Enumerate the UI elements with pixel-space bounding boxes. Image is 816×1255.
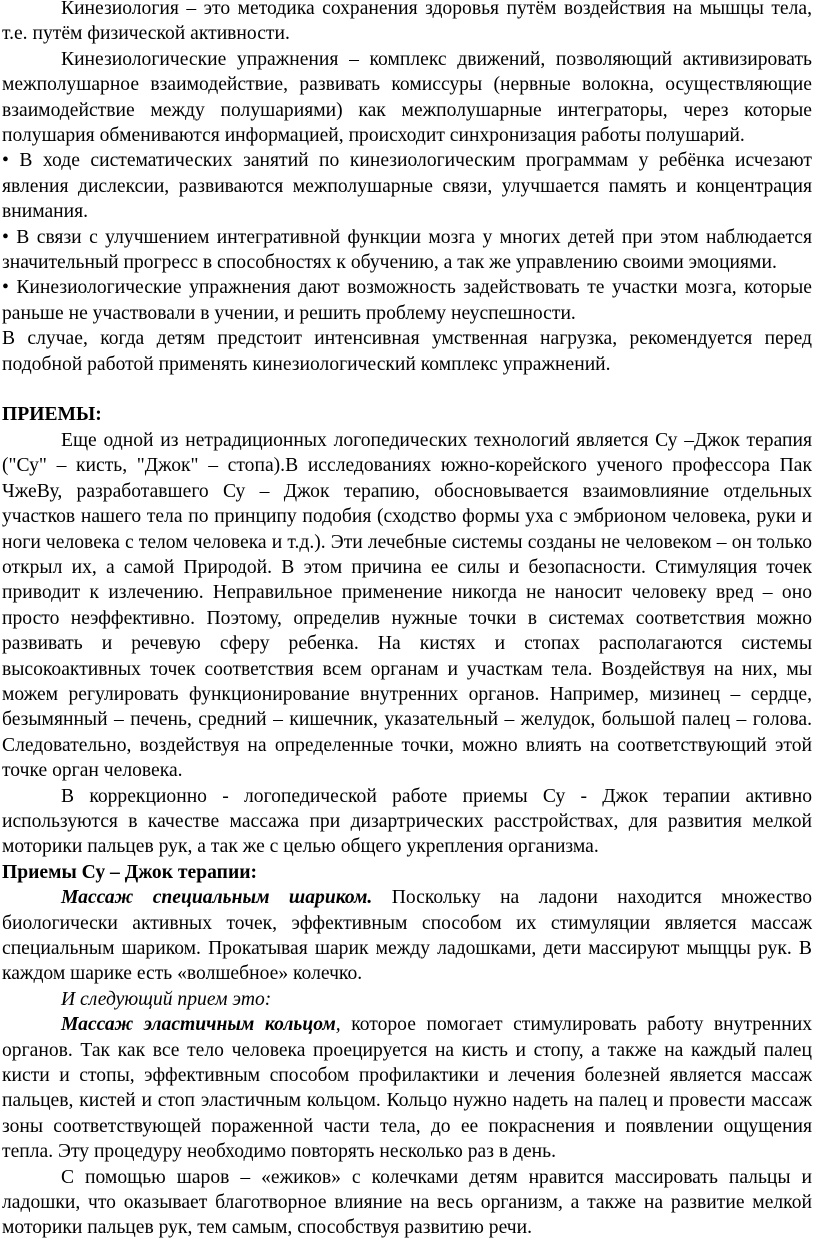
- bullet-item-1: • В ходе систематических занятий по кинезиологическим программам у ребёнка исчезают явления дислексии, развиваются межполушарные связи, улучшается память и концентрация внимания.: [2, 150, 812, 223]
- massage-ball-paragraph: [2, 885, 812, 987]
- massage-ring-title: Массаж эластичным кольцом: [61, 1014, 336, 1036]
- bullet-item-3: • Кинезиологические упражнения дают возможность задействовать те участки мозга, которые раньше не участвовали в учении, и решить проблему неуспешности.: [2, 277, 812, 324]
- intro-paragraph-2: Кинезиологические упражнения – комплекс движений, позволяющий активизировать межполушарное взаимодействие, развивать комиссуры (нервные волокна, осуществляющие взаимодействие между полушариями) как межполушарные интеграторы, через которые полушария обмениваются информацией, происходит синхронизация работы полушарий.: [2, 48, 812, 147]
- techniques-heading: Приемы Су – Джок терапии:: [2, 861, 258, 883]
- massage-ball-title: Массаж специальным шариком.: [61, 887, 373, 909]
- section-heading-priemy: ПРИЕМЫ:: [2, 404, 102, 426]
- next-technique-line: И следующий прием это:: [61, 988, 272, 1010]
- su-jok-paragraph-1: Еще одной из нетрадиционных логопедических технологий является Су –Джок терапия ("Су" – кисть, "Джок" – стопа).В исследованиях южно-корейского ученого профессора Пак ЧжеВу, разработавшего Су – Джок терапию, обосновывается взаимовлияние отдельных участков нашего тела по принципу подобия (сходство формы уха с эмбрионом человека, руки и ноги человека с телом человека и т.д.). Эти лечебные системы созданы не человеком – он только открыл их, а самой Природой. В этом причина ее силы и безопасности. Стимуляция точек приводит к излечению. Неправильное применение никогда не наносит человеку вред – оно просто неэффективно. Поэтому, определив нужные точки в системах соответствия можно развивать и речевую сферу ребенка. На кистях и стопах располагаются системы высокоактивных точек соответствия всем органам и участкам тела. Воздействуя на них, мы можем регулировать функционирование внутренних органов. Например, мизинец – сердце, безымянный – печень, средний – кишечник, указательный – желудок, большой палец – голова. Следовательно, воздействуя на определенные точки, можно влиять на соответствующий этой точке орган человека.: [2, 429, 812, 782]
- bullet-item-2: • В связи с улучшением интегративной функции мозга у многих детей при этом наблюдается значительный прогресс в способностях к обучению, а так же управлению своими эмоциями.: [2, 226, 812, 274]
- hedgehog-paragraph: С помощью шаров – «ежиков» с колечками детям нравится массировать пальцы и ладошки, что оказывает благотворное влияние на весь организм, а также на развитие мелкой моторики пальцев рук, тем самым, способствуя развитию речи.: [2, 1166, 812, 1239]
- recommendation-paragraph: В случае, когда детям предстоит интенсивная умственная нагрузка, рекомендуется перед подобной работой применять кинезиологический комплекс упражнений.: [2, 328, 812, 375]
- blank-line: [2, 377, 812, 402]
- massage-ring-paragraph: [2, 1012, 812, 1164]
- massage-ball-text: Поскольку на ладони находится множество биологически активных точек, эффективным способом их стимуляции является массаж специальным шариком. Прокатывая шарик между ладошками, дети массируют мыщцы рук. В каждом шарике есть «волшебное» колечко.: [2, 887, 812, 985]
- massage-ring-text: которое помогает стимулировать работу внутренних органов. Так как все тело человека проецируется на кисть и стопу, а также на каждый палец кисти и стопы, эффективным способом профилактики и лечения болезней является массаж пальцев, кистей и стоп эластичным кольцом. Кольцо нужно надеть на палец и провести массаж зоны соответствующей пораженной части тела, до ее покраснения и появлении ощущения тепла. Эту процедуру необходимо повторять несколько раз в день.: [2, 1014, 812, 1163]
- massage-ring-comma: ,: [335, 1014, 341, 1036]
- su-jok-paragraph-2: В коррекционно - логопедической работе приемы Су - Джок терапии активно используются в качестве массажа при дизартрических расстройствах, для развития мелкой моторики пальцев рук, а так же с целью общего укрепления организма.: [2, 785, 812, 858]
- intro-paragraph-1: Кинезиология – это методика сохранения здоровья путём воздействия на мышцы тела, т.е. путём физической активности.: [2, 0, 812, 45]
